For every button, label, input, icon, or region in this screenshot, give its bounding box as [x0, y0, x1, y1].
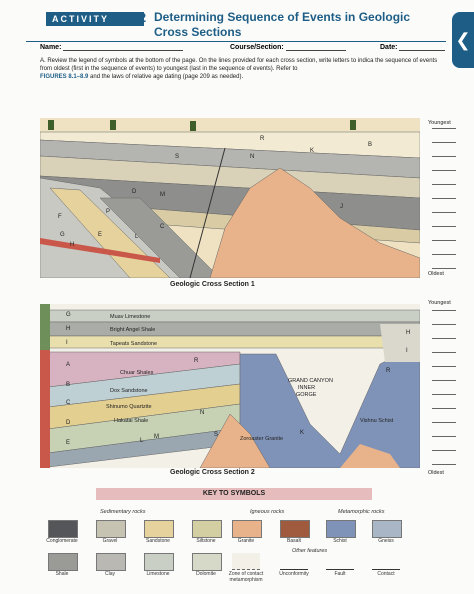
answer-line[interactable]: [432, 338, 456, 339]
svg-text:GORGE: GORGE: [296, 392, 317, 398]
svg-text:INNER: INNER: [298, 385, 316, 391]
svg-text:M: M: [154, 434, 159, 440]
svg-text:H: H: [406, 330, 411, 336]
sedimentary-label: Sedimentary rocks: [100, 509, 146, 515]
answer-line[interactable]: [432, 268, 456, 269]
page-title: Determining Sequence of Events in Geologic: [154, 10, 411, 24]
answer-line[interactable]: [432, 254, 456, 255]
label-gravel: Gravel: [102, 538, 118, 544]
swatch-clay: [96, 553, 126, 571]
answer-line[interactable]: [432, 310, 456, 311]
page-subtitle: Cross Sections: [154, 25, 242, 39]
layer-label: Dox Sandstone: [110, 388, 148, 394]
label-sandstone: Sandstone: [146, 538, 170, 544]
answer-line[interactable]: [432, 450, 456, 451]
svg-text:I: I: [66, 340, 68, 346]
swatch-conglomerate: [48, 520, 78, 538]
svg-text:L: L: [135, 234, 139, 240]
answer-line[interactable]: [432, 170, 456, 171]
label-schist: Schist: [333, 538, 347, 544]
label-basalt: Basalt: [287, 538, 301, 544]
answer-line[interactable]: [432, 324, 456, 325]
back-tab-icon[interactable]: ❮: [452, 12, 474, 68]
layer-label: Shinumo Quartzite: [106, 404, 152, 410]
answer-line[interactable]: [432, 394, 456, 395]
cross-section-2: [40, 304, 420, 468]
svg-text:L: L: [140, 438, 144, 444]
answer-line[interactable]: [432, 352, 456, 353]
answer-line[interactable]: [432, 156, 456, 157]
swatch-granite: [232, 520, 262, 538]
section2-oldest: Oldest: [428, 470, 444, 476]
svg-text:C: C: [160, 224, 165, 230]
svg-text:B: B: [66, 382, 71, 388]
label-gneiss: Gneiss: [378, 538, 394, 544]
swatch-unconformity: [280, 553, 308, 570]
svg-text:I: I: [406, 348, 408, 354]
answer-line[interactable]: [432, 366, 456, 367]
svg-text:K: K: [300, 430, 305, 436]
svg-text:N: N: [250, 154, 255, 160]
label-dolomite: Dolomite: [196, 571, 216, 577]
name-label: Name:: [40, 44, 62, 51]
swatch-contact-metamorphism: [232, 553, 260, 570]
svg-text:H: H: [66, 326, 71, 332]
answer-line[interactable]: [432, 422, 456, 423]
svg-text:G: G: [66, 312, 71, 318]
metamorphic-label: Metamorphic rocks: [338, 509, 385, 515]
label-conglomerate: Conglomerate: [46, 538, 78, 544]
name-field[interactable]: [63, 50, 183, 51]
answer-line[interactable]: [432, 142, 456, 143]
svg-text:K: K: [310, 148, 315, 154]
svg-text:D: D: [132, 189, 137, 195]
swatch-dolomite: [192, 553, 222, 571]
instructions: [40, 57, 450, 81]
label-granite: Granite: [237, 538, 255, 544]
label-contact: Contact: [377, 571, 395, 577]
swatch-sandstone: [144, 520, 174, 538]
layer-label: Muav Limestone: [110, 314, 151, 320]
label-unconformity: Unconformity: [279, 571, 309, 577]
course-field[interactable]: [286, 50, 346, 51]
svg-text:GRAND CANYON: GRAND CANYON: [288, 378, 333, 384]
svg-text:S: S: [175, 154, 180, 160]
label-shale: Shale: [55, 571, 69, 577]
svg-text:R: R: [386, 368, 391, 374]
layer-label: Bright Angel Shale: [110, 327, 156, 333]
label-contact-metamorphism: Zone of contact metamorphism: [228, 571, 264, 583]
section2-youngest: Youngest: [428, 300, 451, 306]
svg-text:D: D: [66, 420, 71, 426]
other-features-label: Other features: [292, 548, 328, 554]
answer-line[interactable]: [432, 198, 456, 199]
activity-number: 8.2: [128, 10, 147, 25]
label-siltstone: Siltstone: [196, 538, 216, 544]
svg-text:B: B: [368, 142, 373, 148]
swatch-basalt: [280, 520, 310, 538]
cross-section-1: [40, 118, 420, 278]
layer-label: Vishnu Schist: [360, 418, 394, 424]
activity-label: ACTIVITY: [46, 12, 144, 26]
svg-text:S: S: [214, 432, 219, 438]
swatch-fault: [326, 553, 354, 570]
date-field[interactable]: [399, 50, 445, 51]
answer-line[interactable]: [432, 212, 456, 213]
svg-text:N: N: [200, 410, 205, 416]
instructions-text: A. Review the legend of symbols at the bottom of the page. On the lines provided for each cross section, write letters to indica the sequence of events from oldest (first in the sequence of events) to youngest (last in the sequence of events). Refer to: [40, 58, 438, 72]
svg-text:R: R: [260, 136, 265, 142]
svg-text:J: J: [340, 204, 343, 210]
svg-text:F: F: [58, 214, 62, 220]
label-clay: Clay: [104, 571, 115, 577]
instructions-tail: and the laws of relative age dating (page 209 as needed).: [90, 74, 244, 80]
layer-label: Tapeats Sandstone: [110, 341, 158, 347]
svg-text:E: E: [66, 440, 71, 446]
svg-text:M: M: [160, 192, 165, 198]
key-title: KEY TO SYMBOLS: [96, 488, 372, 500]
svg-text:A: A: [66, 362, 71, 368]
answer-line[interactable]: [432, 184, 456, 185]
answer-line[interactable]: [432, 436, 456, 437]
swatch-shale: [48, 553, 78, 571]
label-fault: Fault: [334, 571, 346, 577]
swatch-schist: [326, 520, 356, 538]
answer-line[interactable]: [432, 408, 456, 409]
cross-section-1-caption: Geologic Cross Section 1: [170, 281, 255, 288]
figures-ref: FIGURES 8.1–8.9: [40, 74, 89, 80]
layer-label: Hakatai Shale: [114, 418, 149, 424]
label-limestone: Limestone: [146, 571, 170, 577]
answer-line[interactable]: [432, 380, 456, 381]
activity-header: [26, 10, 444, 48]
swatch-gneiss: [372, 520, 402, 538]
layer-label: Chuar Shales: [120, 370, 154, 376]
section1-youngest: Youngest: [428, 120, 451, 126]
answer-line[interactable]: [432, 464, 456, 465]
course-label: Course/Section:: [230, 44, 284, 51]
igneous-label: Igneous rocks: [250, 509, 285, 515]
svg-text:H: H: [70, 242, 75, 248]
answer-line[interactable]: [432, 226, 456, 227]
cross-section-2-caption: Geologic Cross Section 2: [170, 469, 255, 476]
date-label: Date:: [380, 44, 398, 51]
section1-oldest: Oldest: [428, 271, 444, 277]
answer-line[interactable]: [432, 240, 456, 241]
answer-line[interactable]: [432, 128, 456, 129]
swatch-contact: [372, 553, 400, 570]
swatch-siltstone: [192, 520, 222, 538]
svg-text:G: G: [60, 232, 65, 238]
swatch-gravel: [96, 520, 126, 538]
svg-text:C: C: [66, 400, 71, 406]
swatch-limestone: [144, 553, 174, 571]
header-rule: [26, 41, 446, 42]
svg-text:R: R: [194, 358, 199, 364]
svg-text:P: P: [106, 209, 111, 215]
svg-text:E: E: [98, 232, 103, 238]
layer-label: Zoroaster Granite: [240, 436, 284, 442]
